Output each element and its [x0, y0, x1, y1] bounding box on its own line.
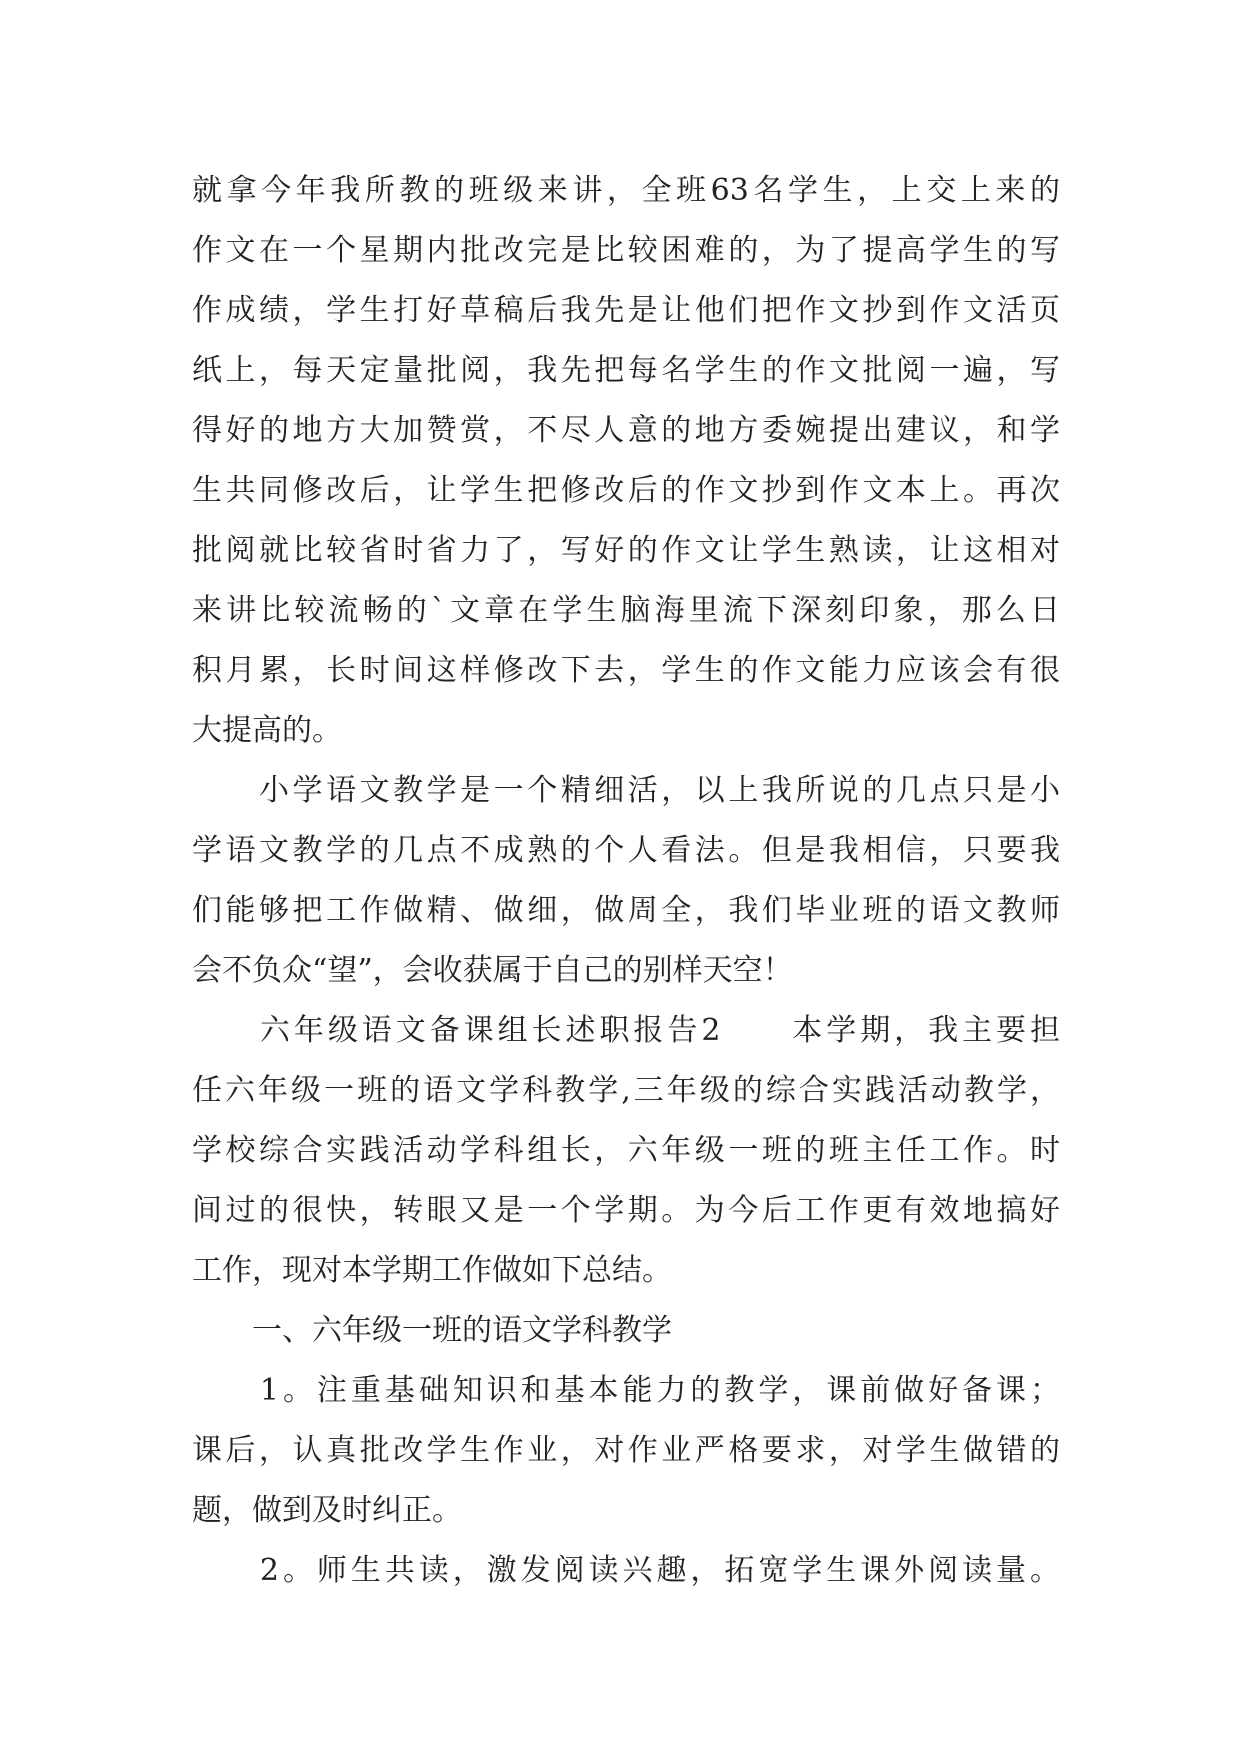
text-line: 2。师生共读，激发阅读兴趣，拓宽学生课外阅读量。: [192, 1553, 1060, 1588]
text-line: 课后，认真批改学生作业，对作业严格要求，对学生做错的: [192, 1433, 1060, 1468]
text-line: 们能够把工作做精、做细，做周全，我们毕业班的语文教师: [192, 893, 1060, 928]
paragraph-end-line: 会不负众“望”，会收获属于自己的别样天空！: [192, 953, 793, 988]
text-line: 作成绩，学生打好草稿后我先是让他们把作文抄到作文活页: [192, 293, 1060, 328]
document-body: [192, 161, 1060, 1601]
text-line: 1。注重基础知识和基本能力的教学，课前做好备课；: [192, 1373, 1060, 1408]
paragraph-end-line: 大提高的。: [192, 713, 342, 748]
text-line: 纸上，每天定量批阅，我先把每名学生的作文批阅一遍，写: [192, 353, 1060, 388]
text-line: 六年级语文备课组长述职报告2 本学期，我主要担: [192, 1013, 1060, 1048]
section-heading: 一、六年级一班的语文学科教学: [192, 1313, 672, 1348]
text-line: 生共同修改后，让学生把修改后的作文抄到作文本上。再次: [192, 473, 1060, 508]
text-line: 任六年级一班的语文学科教学,三年级的综合实践活动教学，: [192, 1073, 1060, 1108]
text-line: 批阅就比较省时省力了，写好的作文让学生熟读，让这相对: [192, 533, 1060, 568]
text-line: 作文在一个星期内批改完是比较困难的，为了提高学生的写: [192, 233, 1060, 268]
text-line: 间过的很快，转眼又是一个学期。为今后工作更有效地搞好: [192, 1193, 1060, 1228]
text-line: 得好的地方大加赞赏，不尽人意的地方委婉提出建议，和学: [192, 413, 1060, 448]
text-line: 积月累，长时间这样修改下去，学生的作文能力应该会有很: [192, 653, 1060, 688]
text-line: 学语文教学的几点不成熟的个人看法。但是我相信，只要我: [192, 833, 1060, 868]
text-line: 来讲比较流畅的`文章在学生脑海里流下深刻印象，那么日: [192, 593, 1060, 628]
text-line: 就拿今年我所教的班级来讲，全班63名学生，上交上来的: [192, 173, 1060, 208]
text-line: 小学语文教学是一个精细活，以上我所说的几点只是小: [192, 773, 1060, 808]
paragraph-end-line: 工作，现对本学期工作做如下总结。: [192, 1253, 672, 1288]
paragraph-end-line: 题，做到及时纠正。: [192, 1493, 462, 1528]
text-line: 学校综合实践活动学科组长，六年级一班的班主任工作。时: [192, 1133, 1060, 1168]
